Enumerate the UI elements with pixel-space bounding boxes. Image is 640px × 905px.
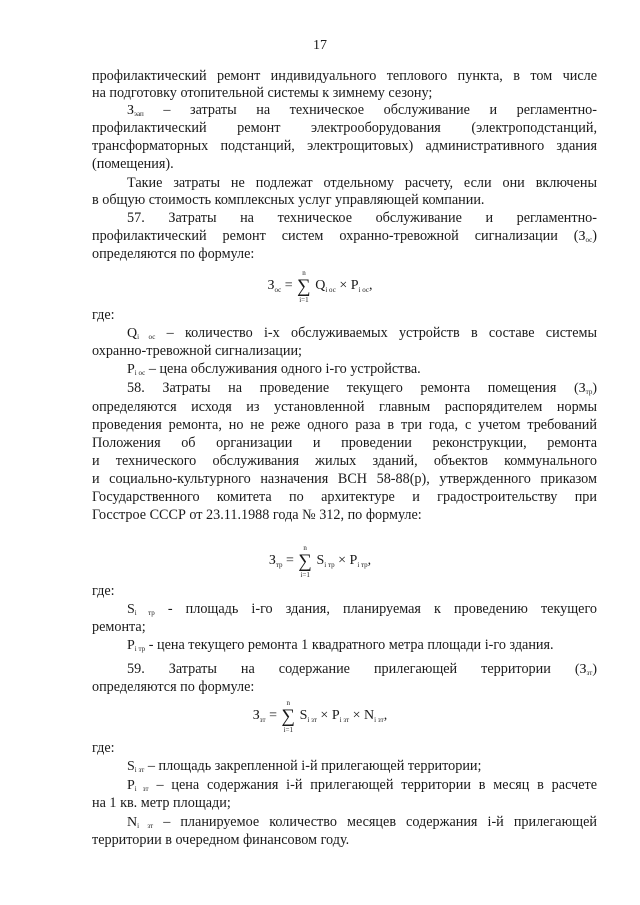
text-line: где: xyxy=(92,307,115,323)
text-line: Госстрое СССР от 23.11.1988 года № 312, по формуле: xyxy=(92,507,422,523)
text-line: $P_{i тр}$ - цена текущего ремонта 1 квадратного метра площади i-го здания. xyxy=(127,637,554,653)
text-line: 57. Затраты на техническое обслуживание и регламентно- xyxy=(127,210,597,226)
formula-territory: $З_{зт}$ = n ∑ i=1 $S_{i зт} \times P_{i зт} \times N_{i зт}$, xyxy=(252,699,388,734)
text-line: $P_{i зт}$ – цена содержания i-й прилегающей территории в месяц в расчете xyxy=(127,777,598,793)
text-line: профилактический ремонт индивидуального теплового пункта, в том числе xyxy=(92,68,597,84)
text-line: трансформаторных подстанций, электрощитовых) административного здания xyxy=(92,138,597,154)
text-line: ремонта; xyxy=(92,619,146,635)
text-line: территории в очередном финансовом году. xyxy=(92,832,350,848)
text-line: Положения об организации и проведении реконструкции, ремонта xyxy=(92,435,597,451)
text-line: $З_{эап}$ – затраты на техническое обслуживание и регламентно- xyxy=(127,102,597,118)
formula-security-alarm: $З_{ос}$ = n ∑ i=1 $Q_{i ос} \times P_{i ос}$, xyxy=(267,269,373,304)
text-line: определяются исходя из установленной главным распорядителем нормы xyxy=(92,399,597,415)
text-line: профилактический ремонт электрооборудования (электроподстанций, xyxy=(92,120,597,136)
text-line: в общую стоимость комплексных услуг управляющей компании. xyxy=(92,192,485,208)
text-line: $Q_{i ос}$ – количество i-х обслуживаемых устройств в составе системы xyxy=(127,325,597,341)
text-line: и технического обслуживания жилых зданий, объектов коммунального xyxy=(92,453,597,469)
text-line: где: xyxy=(92,583,115,599)
text-line: $S_{i зт}$ – площадь закрепленной i-й прилегающей территории; xyxy=(127,758,482,774)
text-line: Такие затраты не подлежат отдельному расчету, если они включены xyxy=(127,175,597,191)
text-line: проведения ремонта, но не реже одного раза в три года, с учетом требований xyxy=(92,417,597,433)
text-line: и социально-культурного назначения ВСН 58-88(р), утвержденного приказом xyxy=(92,471,597,487)
page-number: 17 xyxy=(313,38,327,53)
text-line: Государственного комитета по архитектуре и градостроительству при xyxy=(92,489,597,505)
text-line: на подготовку отопительной системы к зимнему сезону; xyxy=(92,85,433,101)
text-line: где: xyxy=(92,740,115,756)
text-line: охранно-тревожной сигнализации; xyxy=(92,343,302,359)
text-line: определяются по формуле: xyxy=(92,246,255,262)
text-line: профилактический ремонт систем охранно-тревожной сигнализации $(З_{ос})$ xyxy=(92,228,597,244)
symbol-z-eap: $З_{эап}$ xyxy=(127,103,144,118)
text-line: (помещения). xyxy=(92,156,174,172)
text-line: 58. Затраты на проведение текущего ремонта помещения $(З_{тр})$ xyxy=(127,380,597,396)
text-line: $P_{i ос}$ – цена обслуживания одного i-го устройства. xyxy=(127,361,421,377)
text-line: 59. Затраты на содержание прилегающей территории $(З_{зт})$ xyxy=(127,661,597,677)
text-line: $N_{i зт}$ – планируемое количество месяцев содержания i-й прилегающей xyxy=(127,814,597,830)
formula-current-repair: $З_{тр}$ = n ∑ i=1 $S_{i тр} \times P_{i тр}$, xyxy=(268,544,372,579)
text-line: определяются по формуле: xyxy=(92,679,255,695)
text-line: $S_{i тр}$ - площадь i-го здания, планируемая к проведению текущего xyxy=(127,601,598,617)
text-line: на 1 кв. метр площади; xyxy=(92,795,231,811)
